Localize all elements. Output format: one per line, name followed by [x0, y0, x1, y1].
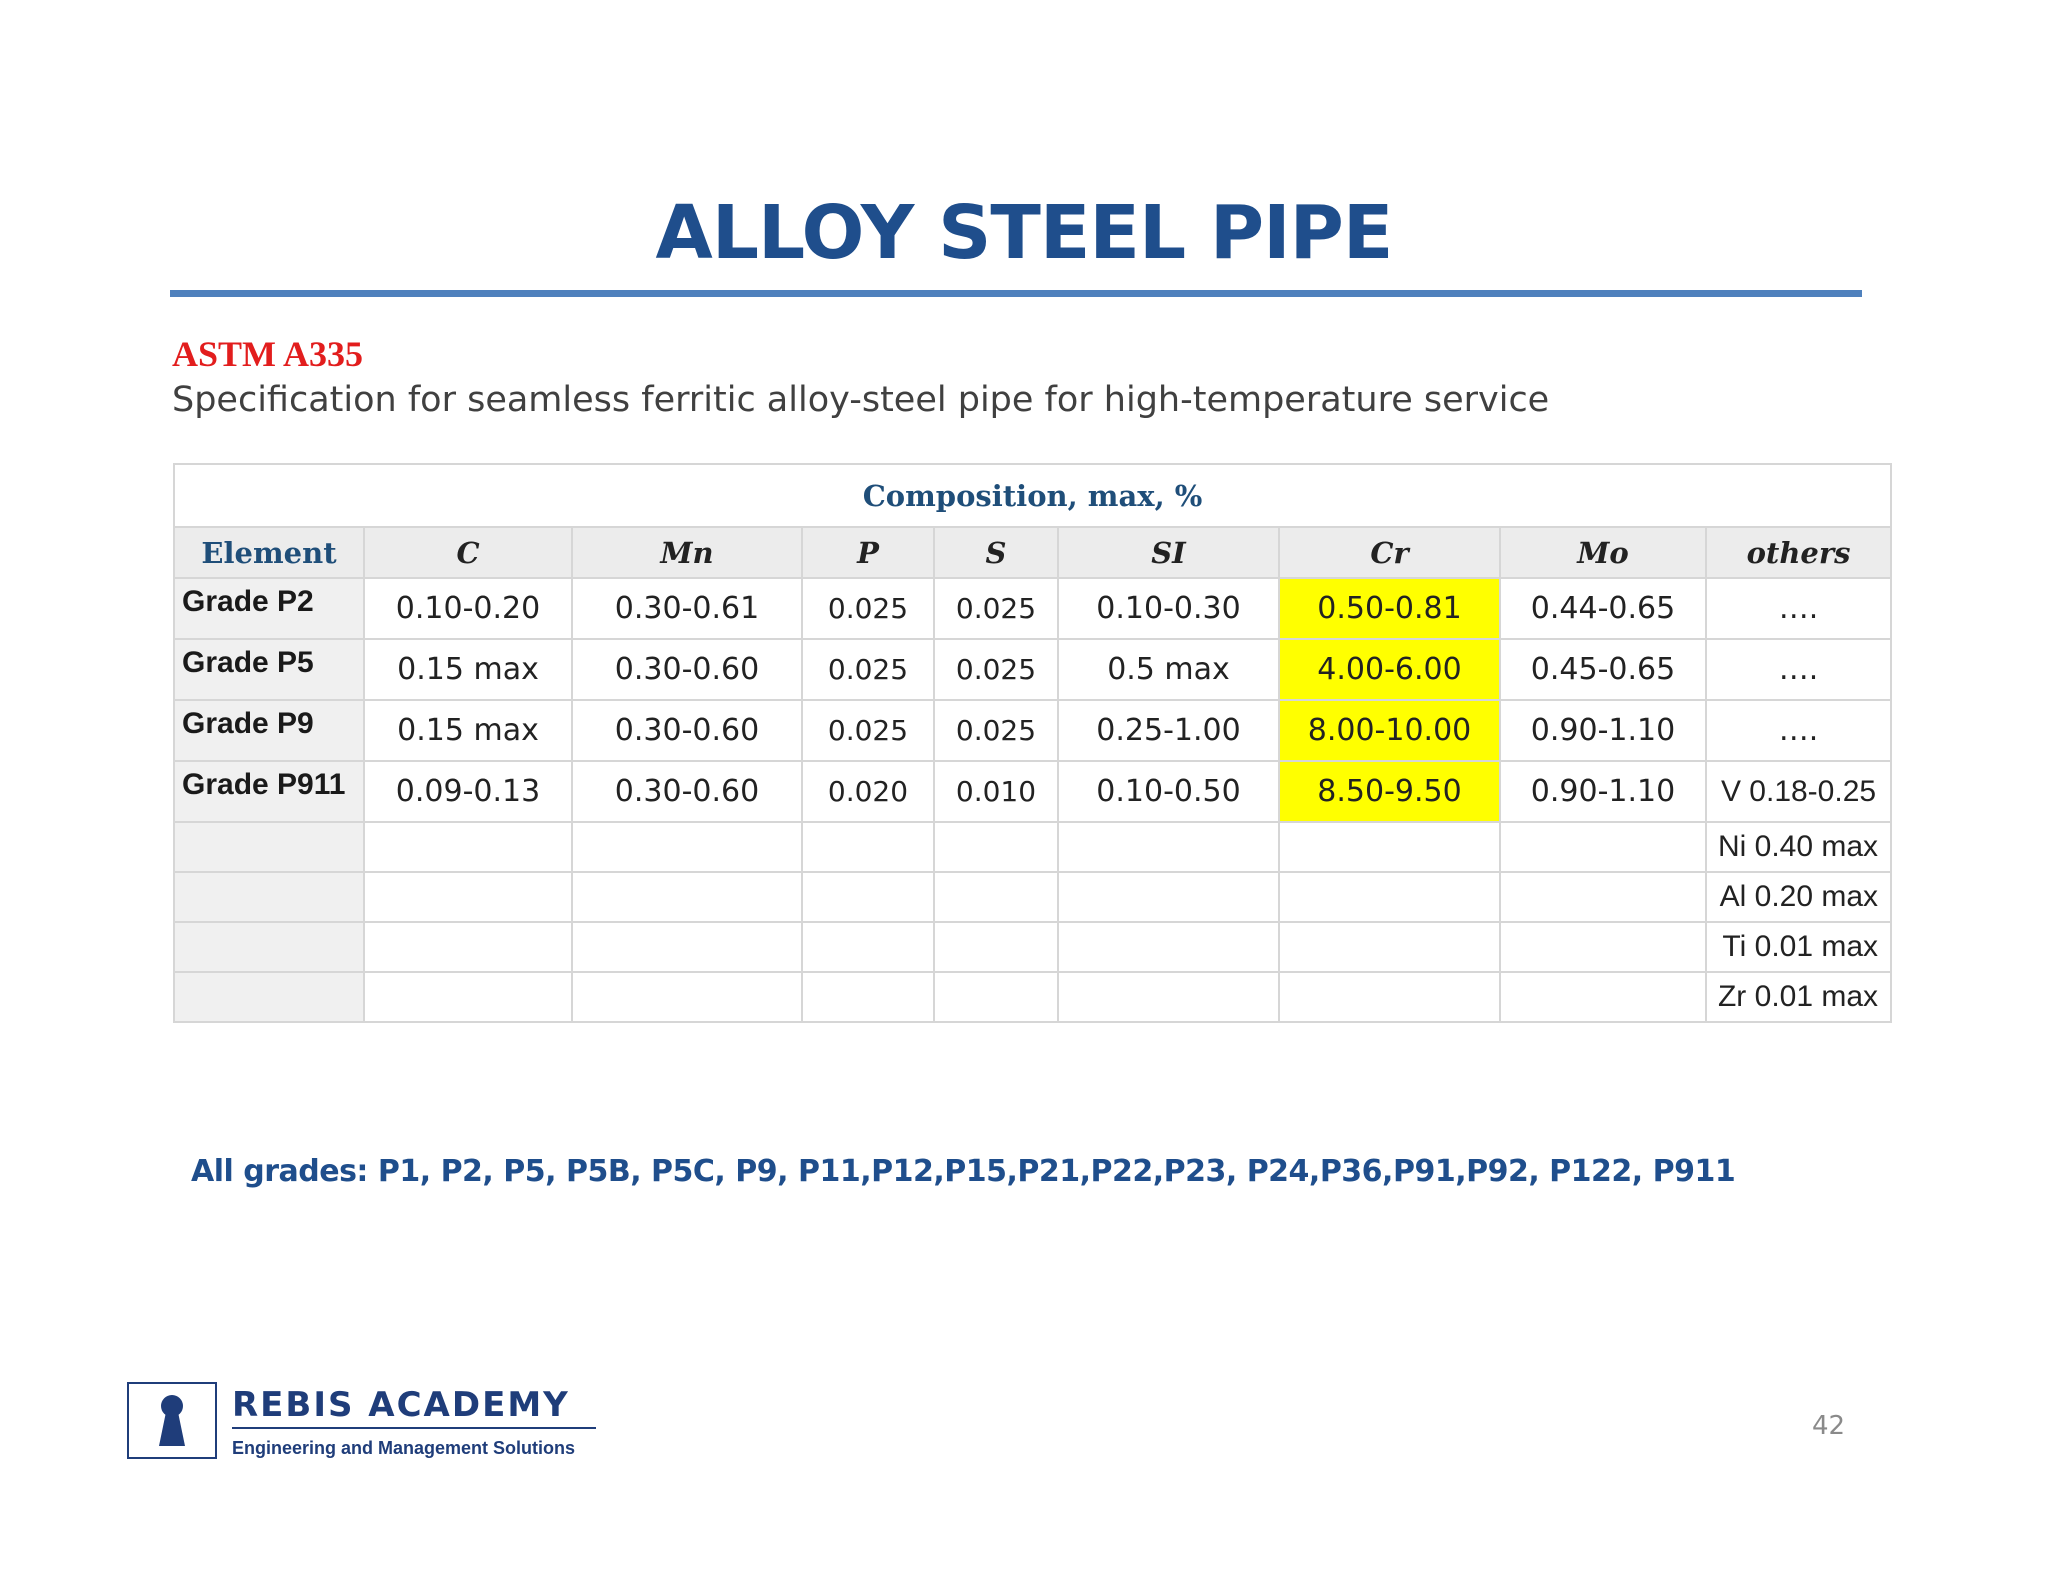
header-cr: Cr — [1279, 527, 1500, 578]
header-others: others — [1706, 527, 1891, 578]
header-row — [174, 527, 1891, 578]
brand-divider — [232, 1427, 596, 1429]
table-row — [174, 761, 1891, 822]
standard-code: ASTM A335 — [172, 334, 364, 374]
cell-si: 0.5 max — [1058, 639, 1279, 700]
cell-mn: 0.30-0.60 — [572, 700, 802, 761]
cell-mo: 0.44-0.65 — [1500, 578, 1706, 639]
table-row — [174, 639, 1891, 700]
brand-logo — [127, 1382, 217, 1459]
header-element: Element — [174, 527, 364, 578]
header-c: C — [364, 527, 572, 578]
cell-p: 0.025 — [802, 700, 934, 761]
grade-label: Grade P911 — [174, 761, 364, 822]
cell-others: Ti 0.01 max — [1706, 922, 1891, 972]
cell-s: 0.025 — [934, 639, 1058, 700]
cell-c: 0.09-0.13 — [364, 761, 572, 822]
cell-si: 0.25-1.00 — [1058, 700, 1279, 761]
cell-c: 0.10-0.20 — [364, 578, 572, 639]
header-mn: Mn — [572, 527, 802, 578]
header-p: P — [802, 527, 934, 578]
brand-name: REBIS ACADEMY — [232, 1385, 570, 1425]
grade-label: Grade P2 — [174, 578, 364, 639]
header-mo: Mo — [1500, 527, 1706, 578]
cell-others: …. — [1706, 578, 1891, 639]
cell-cr: 4.00-6.00 — [1279, 639, 1500, 700]
cell-cr: 8.00-10.00 — [1279, 700, 1500, 761]
standard-description: Specification for seamless ferritic alloy-steel pipe for high-temperature service — [172, 380, 1550, 420]
cell-others: Zr 0.01 max — [1706, 972, 1891, 1022]
slide-title: ALLOY STEEL PIPE — [655, 190, 1393, 276]
cell-p: 0.025 — [802, 578, 934, 639]
cell-others: …. — [1706, 639, 1891, 700]
grade-label: Grade P5 — [174, 639, 364, 700]
table-row — [174, 822, 1891, 872]
cell-others: …. — [1706, 700, 1891, 761]
header-si: SI — [1058, 527, 1279, 578]
cell-s: 0.010 — [934, 761, 1058, 822]
table-row — [174, 972, 1891, 1022]
composition-table — [173, 463, 1892, 1023]
grade-label: Grade P9 — [174, 700, 364, 761]
cell-si: 0.10-0.30 — [1058, 578, 1279, 639]
table-row — [174, 922, 1891, 972]
cell-c: 0.15 max — [364, 700, 572, 761]
cell-cr: 8.50-9.50 — [1279, 761, 1500, 822]
cell-mo: 0.90-1.10 — [1500, 700, 1706, 761]
cell-others: V 0.18-0.25 — [1706, 761, 1891, 822]
cell-mo: 0.45-0.65 — [1500, 639, 1706, 700]
cell-s: 0.025 — [934, 578, 1058, 639]
page-number: 42 — [1812, 1411, 1846, 1441]
cell-mn: 0.30-0.60 — [572, 639, 802, 700]
cell-others: Al 0.20 max — [1706, 872, 1891, 922]
table-caption: Composition, max, % — [174, 464, 1891, 527]
cell-mo: 0.90-1.10 — [1500, 761, 1706, 822]
cell-p: 0.020 — [802, 761, 934, 822]
cell-mn: 0.30-0.61 — [572, 578, 802, 639]
all-grades-list: All grades: P1, P2, P5, P5B, P5C, P9, P11,P12,P15,P21,P22,P23, P24,P36,P91,P92, P122, P911 — [191, 1154, 1736, 1189]
keyhole-icon — [129, 1384, 215, 1457]
cell-mn: 0.30-0.60 — [572, 761, 802, 822]
table-row — [174, 872, 1891, 922]
cell-p: 0.025 — [802, 639, 934, 700]
header-s: S — [934, 527, 1058, 578]
table-row — [174, 700, 1891, 761]
cell-c: 0.15 max — [364, 639, 572, 700]
cell-si: 0.10-0.50 — [1058, 761, 1279, 822]
brand-tagline: Engineering and Management Solutions — [232, 1438, 576, 1458]
cell-cr: 0.50-0.81 — [1279, 578, 1500, 639]
title-underline — [170, 290, 1862, 297]
cell-others: Ni 0.40 max — [1706, 822, 1891, 872]
table-row — [174, 578, 1891, 639]
cell-s: 0.025 — [934, 700, 1058, 761]
